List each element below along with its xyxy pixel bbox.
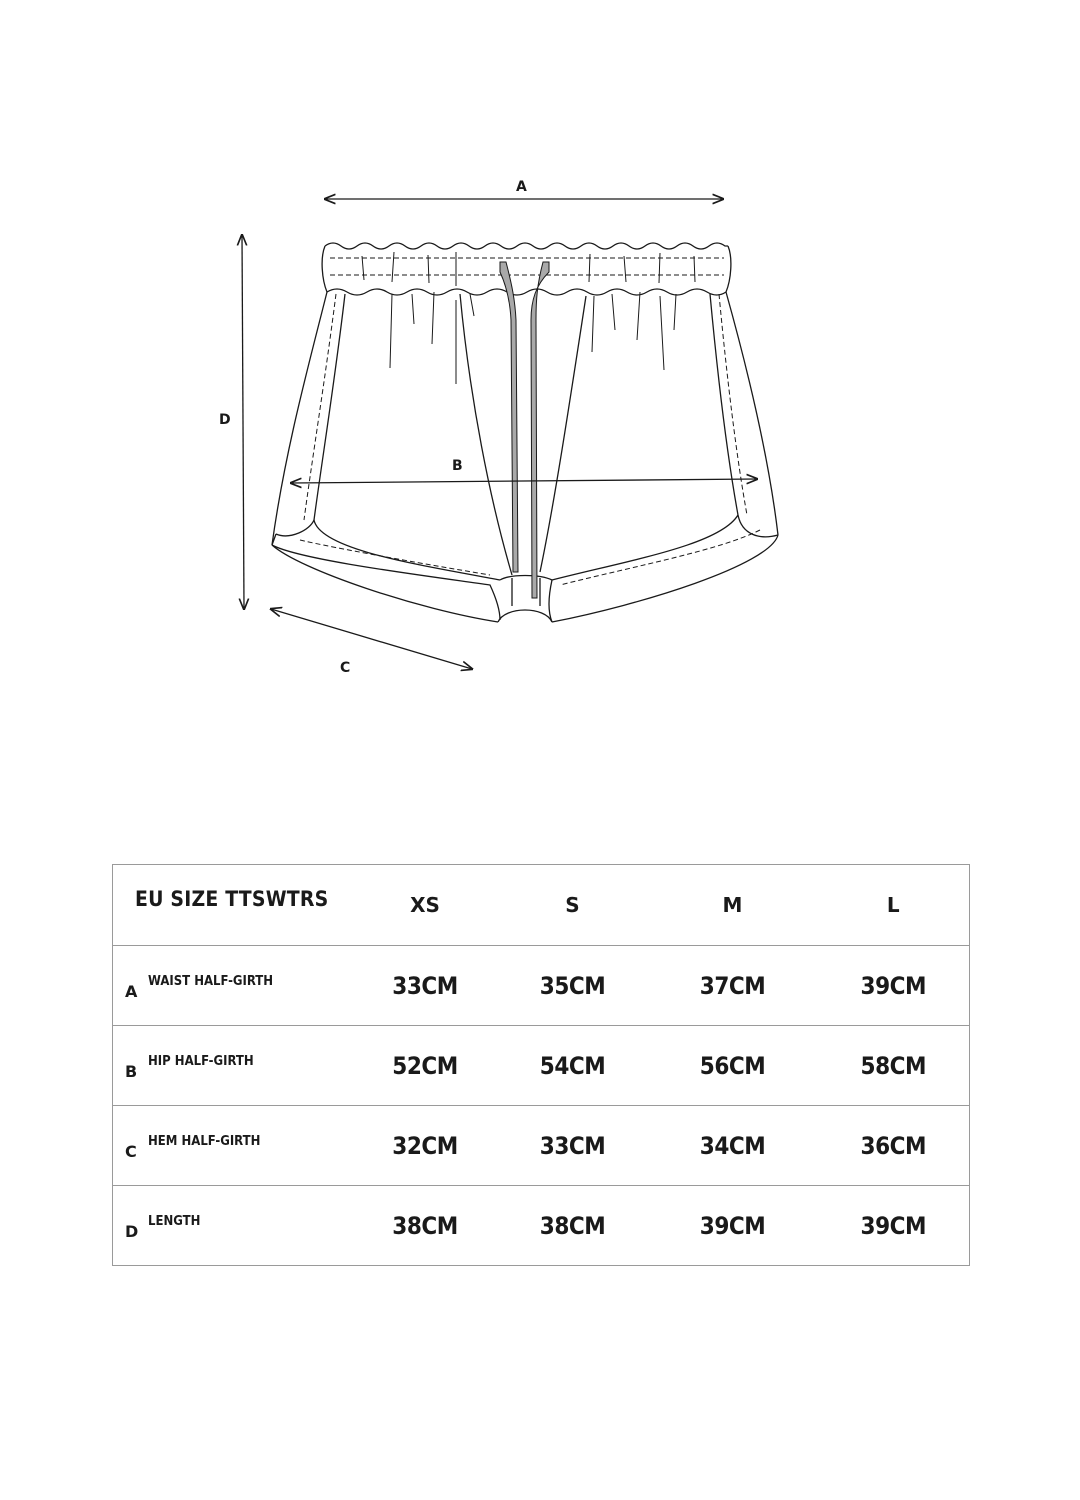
- size-s-header: S: [498, 865, 648, 946]
- value-cell: 34CM: [648, 1106, 818, 1186]
- table-row-length: [113, 1186, 970, 1266]
- size-l-header: L: [818, 865, 970, 946]
- dimension-c-label: C: [340, 660, 351, 676]
- left-leg-outer: [272, 292, 327, 545]
- value-cell: 35CM: [498, 946, 648, 1026]
- waistband-top-edge: [325, 243, 728, 249]
- right-side-stripe: [710, 294, 738, 515]
- size-xs-header: XS: [353, 865, 498, 946]
- drawstring: [500, 262, 549, 598]
- value-cell: 32CM: [353, 1106, 498, 1186]
- right-hem-outer: [552, 535, 778, 622]
- value-cell: 52CM: [353, 1026, 498, 1106]
- dimension-b-arrow: [291, 479, 757, 483]
- value-cell: 38CM: [498, 1186, 648, 1266]
- row-letter: A: [125, 982, 138, 1001]
- row-letter: B: [125, 1062, 138, 1081]
- drawstring-right: [531, 262, 549, 598]
- value-cell: 39CM: [818, 946, 970, 1026]
- value-cell: 38CM: [353, 1186, 498, 1266]
- row-label-cell: [113, 1026, 353, 1106]
- row-name: LENGTH: [148, 1214, 201, 1229]
- dimension-c-arrow: [271, 609, 472, 669]
- row-name: WAIST HALF-GIRTH: [148, 974, 274, 989]
- dimension-a-label: A: [516, 179, 527, 195]
- dimension-d-arrow: [242, 235, 244, 609]
- drawstring-left: [500, 262, 518, 572]
- size-m-header: M: [648, 865, 818, 946]
- value-cell: 54CM: [498, 1026, 648, 1106]
- waistband-bottom-edge: [327, 289, 726, 295]
- table-title: EU SIZE TTSWTRS: [135, 887, 329, 911]
- left-hem-trim: [272, 545, 500, 620]
- crotch-gusset: [498, 576, 552, 623]
- value-cell: 33CM: [353, 946, 498, 1026]
- row-letter: C: [125, 1142, 137, 1161]
- value-cell: 39CM: [818, 1186, 970, 1266]
- right-hem-bottom: [552, 515, 778, 580]
- shorts-illustration: [272, 243, 778, 622]
- waistband-right-edge: [726, 246, 731, 292]
- dimension-b-label: B: [452, 458, 463, 474]
- value-cell: 37CM: [648, 946, 818, 1026]
- row-label-cell: [113, 946, 353, 1026]
- left-side-stripe: [314, 294, 345, 520]
- value-cell: 33CM: [498, 1106, 648, 1186]
- row-letter: D: [125, 1222, 139, 1241]
- value-cell: 39CM: [648, 1186, 818, 1266]
- row-label-cell: [113, 1106, 353, 1186]
- waistband-left-edge: [322, 246, 327, 292]
- row-label-cell: [113, 1186, 353, 1266]
- value-cell: 36CM: [818, 1106, 970, 1186]
- size-header-row: [113, 865, 970, 946]
- center-seam: [460, 294, 512, 575]
- table-row-hip: [113, 1026, 970, 1106]
- dimension-d-label: D: [219, 412, 231, 428]
- table-row-waist: [113, 946, 970, 1026]
- table-row-hem: [113, 1106, 970, 1186]
- value-cell: 58CM: [818, 1026, 970, 1106]
- shorts-measurement-diagram: [0, 0, 1080, 720]
- row-name: HEM HALF-GIRTH: [148, 1134, 261, 1149]
- row-name: HIP HALF-GIRTH: [148, 1054, 254, 1069]
- value-cell: 56CM: [648, 1026, 818, 1106]
- right-leg-outer: [726, 292, 778, 535]
- table-title-cell: [113, 865, 353, 946]
- size-chart-table: [112, 864, 970, 1266]
